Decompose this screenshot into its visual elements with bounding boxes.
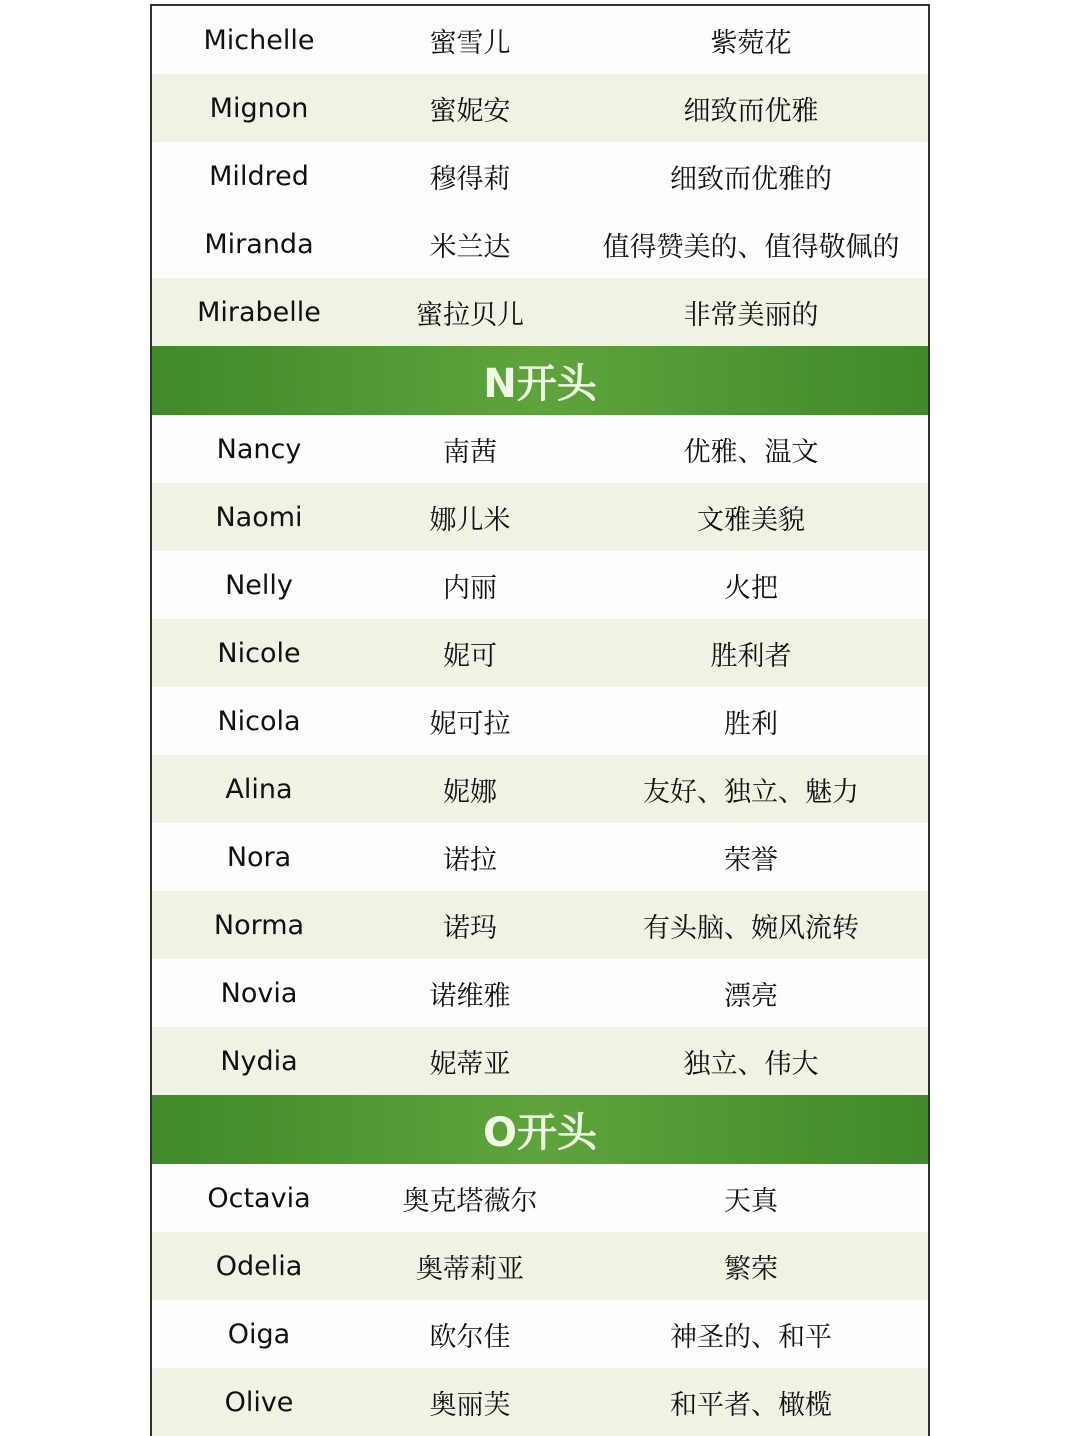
table-row xyxy=(152,1300,928,1368)
chinese-name: 娜儿米 xyxy=(429,504,511,536)
english-name: Nicola xyxy=(217,705,301,737)
english-name: Nydia xyxy=(220,1045,298,1077)
english-name: Mignon xyxy=(209,92,309,124)
table-row xyxy=(152,1232,928,1300)
table-row xyxy=(152,210,928,278)
english-name: Novia xyxy=(220,977,298,1009)
table-row xyxy=(152,823,928,891)
chinese-name: 奥蒂莉亚 xyxy=(416,1253,524,1285)
english-name: Norma xyxy=(213,909,305,941)
table-row xyxy=(152,1164,928,1232)
name-meaning: 值得赞美的、值得敬佩的 xyxy=(602,231,900,263)
chinese-name: 蜜拉贝儿 xyxy=(416,299,524,331)
table-row xyxy=(152,74,928,142)
table-row xyxy=(152,278,928,346)
name-meaning: 漂亮 xyxy=(724,980,778,1012)
english-name: Miranda xyxy=(204,228,314,260)
english-name: Olive xyxy=(224,1386,294,1418)
english-name: Nicole xyxy=(217,637,301,669)
table-row xyxy=(152,619,928,687)
name-meaning: 有头脑、婉风流转 xyxy=(643,912,859,944)
chinese-name: 诺拉 xyxy=(443,844,497,876)
table-row xyxy=(152,415,928,483)
table-row xyxy=(152,891,928,959)
name-meaning: 繁荣 xyxy=(724,1253,778,1285)
table-row xyxy=(152,142,928,210)
english-name: Naomi xyxy=(215,501,303,533)
english-name: Octavia xyxy=(207,1182,311,1214)
name-meaning: 胜利者 xyxy=(710,640,792,672)
chinese-name: 内丽 xyxy=(443,572,497,604)
table-row xyxy=(152,6,928,74)
chinese-name: 穆得莉 xyxy=(429,163,511,195)
english-name: Nelly xyxy=(225,569,293,601)
chinese-name: 诺玛 xyxy=(443,912,497,944)
english-name: Mildred xyxy=(209,160,309,192)
chinese-name: 欧尔佳 xyxy=(429,1321,511,1353)
name-meaning: 荣誉 xyxy=(724,844,778,876)
name-meaning: 细致而优雅的 xyxy=(670,163,832,195)
english-name: Nancy xyxy=(216,433,302,465)
chinese-name: 妮可拉 xyxy=(429,708,511,740)
names-table xyxy=(150,4,930,1436)
english-name: Michelle xyxy=(203,24,315,56)
name-meaning: 文雅美貌 xyxy=(697,504,805,536)
english-name: Odelia xyxy=(215,1250,303,1282)
section-header: O开头 xyxy=(152,1095,928,1164)
name-meaning: 紫菀花 xyxy=(710,27,792,59)
section-header: N开头 xyxy=(152,346,928,415)
name-meaning: 非常美丽的 xyxy=(683,299,819,331)
chinese-name: 奥丽芙 xyxy=(429,1389,511,1421)
name-meaning: 细致而优雅 xyxy=(683,95,819,127)
table-row xyxy=(152,687,928,755)
chinese-name: 妮蒂亚 xyxy=(429,1048,511,1080)
english-name: Nora xyxy=(226,841,292,873)
name-meaning: 独立、伟大 xyxy=(683,1048,819,1080)
name-meaning: 优雅、温文 xyxy=(683,436,819,468)
chinese-name: 南茜 xyxy=(443,436,497,468)
table-row xyxy=(152,755,928,823)
table-row xyxy=(152,1027,928,1095)
english-name: Mirabelle xyxy=(197,296,321,328)
name-meaning: 和平者、橄榄 xyxy=(670,1389,832,1421)
name-meaning: 胜利 xyxy=(724,708,778,740)
table-row xyxy=(152,483,928,551)
chinese-name: 妮娜 xyxy=(443,776,497,808)
table-row xyxy=(152,551,928,619)
english-name: Alina xyxy=(225,773,293,805)
name-meaning: 神圣的、和平 xyxy=(670,1321,832,1353)
chinese-name: 蜜雪儿 xyxy=(429,27,511,59)
chinese-name: 米兰达 xyxy=(429,231,511,263)
table-row xyxy=(152,959,928,1027)
name-meaning: 天真 xyxy=(724,1185,778,1217)
table-row xyxy=(152,1368,928,1436)
chinese-name: 奥克塔薇尔 xyxy=(402,1185,538,1217)
english-name: Oiga xyxy=(227,1318,291,1350)
chinese-name: 蜜妮安 xyxy=(429,95,511,127)
chinese-name: 诺维雅 xyxy=(429,980,511,1012)
chinese-name: 妮可 xyxy=(443,640,497,672)
name-meaning: 友好、独立、魅力 xyxy=(643,776,859,808)
name-meaning: 火把 xyxy=(724,572,778,604)
